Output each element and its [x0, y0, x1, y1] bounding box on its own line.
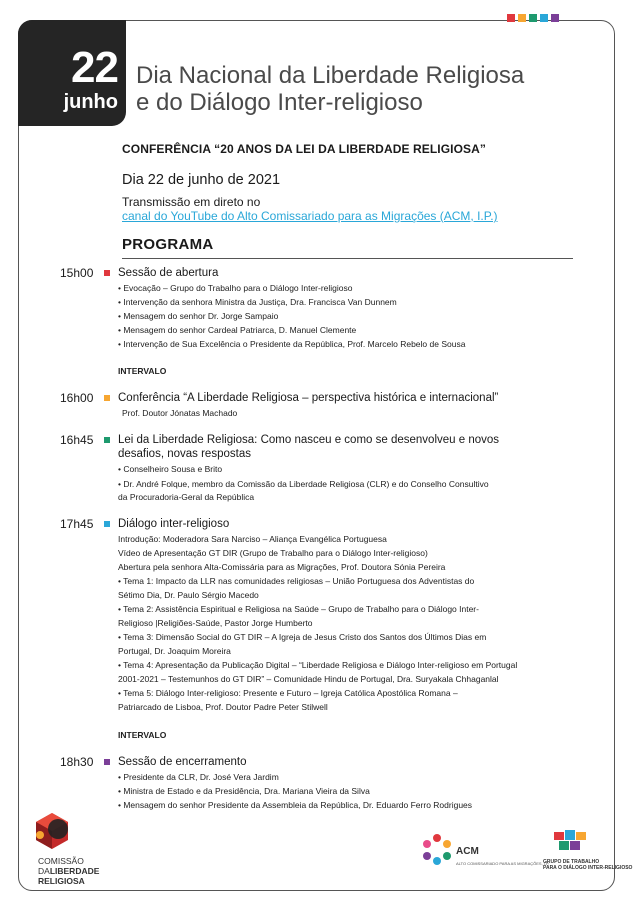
session-time: 15h00 — [60, 266, 94, 280]
color-square-purple — [551, 14, 559, 22]
session-line: • Tema 4: Apresentação da Publicação Digital – “Liberdade Religiosa e Diálogo Inter-religioso em Portugal — [118, 660, 518, 670]
session-line: Prof. Doutor Jónatas Machado — [122, 408, 238, 418]
session-line: • Tema 5: Diálogo Inter-religioso: Presente e Futuro – Igreja Católica Apostólica Romana – — [118, 688, 458, 698]
session-time: 16h45 — [60, 433, 94, 447]
programa-heading: PROGRAMA — [122, 236, 214, 253]
acm-logo-name: ACM — [456, 846, 479, 857]
session-line: • Tema 3: Dimensão Social do GT DIR – A Igreja de Jesus Cristo dos Santos dos Últimos Dias em — [118, 632, 487, 642]
session-color-marker — [104, 521, 110, 527]
session-color-marker — [104, 759, 110, 765]
session-line: • Intervenção da senhora Ministra da Justiça, Dra. Francisca Van Dunnem — [118, 297, 397, 307]
clr-line-3: RELIGIOSA — [38, 876, 85, 886]
page-title — [136, 62, 524, 116]
event-date: Dia 22 de junho de 2021 — [122, 172, 281, 188]
color-square-blue — [540, 14, 548, 22]
interval-label: INTERVALO — [118, 730, 167, 740]
session-title-line-1: Lei da Liberdade Religiosa: Como nasceu e como se desenvolveu e novos — [118, 434, 500, 446]
session-line: Abertura pela senhora Alta-Comissária para as Migrações, Prof. Doutora Sónia Pereira — [118, 562, 446, 572]
gt-line-2: PARA O DIÁLOGO INTER-RELIGIOSO — [543, 865, 633, 871]
session-color-marker — [104, 437, 110, 443]
session-line: 2001-2021 – Testemunhos do GT DIR” – Comunidade Hindu de Portugal, Dra. Suryakala Chhaganlal — [118, 674, 499, 684]
gt-dir-logo-icon — [550, 828, 590, 856]
youtube-channel-link[interactable]: canal do YouTube do Alto Comissariado para as Migrações (ACM, I.P.) — [122, 209, 498, 223]
session-title: Sessão de encerramento — [118, 756, 247, 768]
session-time: 16h00 — [60, 391, 94, 405]
session-line: • Presidente da CLR, Dr. José Vera Jardim — [118, 772, 279, 782]
title-line-1: Dia Nacional da Liberdade Religiosa — [136, 62, 525, 89]
color-square-red — [507, 14, 515, 22]
session-line: • Dr. André Folque, membro da Comissão da Liberdade Religiosa (CLR) e do Conselho Consultivo — [118, 479, 489, 489]
session-line: Sétimo Dia, Dr. Paulo Sérgio Macedo — [118, 590, 259, 600]
clr-line-2: LIBERDADE — [49, 866, 100, 876]
session-time: 17h45 — [60, 517, 94, 531]
clr-line-2-prefix: DA — [38, 866, 50, 876]
color-square-green — [529, 14, 537, 22]
session-line: Vídeo de Apresentação GT DIR (Grupo de Trabalho para o Diálogo Inter-religioso) — [118, 548, 428, 558]
session-line: • Intervenção de Sua Excelência o Presidente da República, Prof. Marcelo Rebelo de Sousa — [118, 339, 466, 349]
gt-line-1: GRUPO DE TRABALHO — [543, 859, 600, 865]
session-line: Portugal, Dr. Joaquim Moreira — [118, 646, 231, 656]
clr-line-1: COMISSÃO — [38, 856, 84, 866]
date-badge — [18, 20, 126, 126]
interval-label: INTERVALO — [118, 366, 167, 376]
session-title: Conferência “A Liberdade Religiosa – perspectiva histórica e internacional” — [118, 392, 499, 404]
date-month: junho — [63, 91, 118, 113]
gt-dir-logo-text — [543, 859, 632, 871]
session-line: Patriarcado de Lisboa, Prof. Doutor Padre Peter Stilwell — [118, 702, 328, 712]
session-line: • Mensagem do senhor Cardeal Patriarca, D. Manuel Clemente — [118, 325, 357, 335]
date-day: 22 — [71, 43, 118, 92]
session-line: • Tema 1: Impacto da LLR nas comunidades religiosas – União Portuguesa dos Adventistas do — [118, 576, 475, 586]
conference-title: CONFERÊNCIA “20 ANOS DA LEI DA LIBERDADE RELIGIOSA” — [122, 142, 487, 156]
session-line: da Procuradoria-Geral da República — [118, 492, 255, 502]
acm-logo-icon — [420, 832, 454, 866]
session-title-line-2: desafios, novas respostas — [118, 448, 251, 460]
session-time: 18h30 — [60, 755, 94, 769]
session-line: • Evocação – Grupo do Trabalho para o Diálogo Inter-religioso — [118, 283, 353, 293]
session-color-marker — [104, 395, 110, 401]
session-title: Diálogo inter-religioso — [118, 518, 230, 530]
clr-logo-text — [38, 856, 99, 886]
acm-logo-subtitle: ALTO COMISSARIADO PARA AS MIGRAÇÕES, I.P. — [456, 861, 550, 866]
session-title: Sessão de abertura — [118, 267, 219, 279]
color-squares — [507, 14, 559, 22]
session-line: • Ministra de Estado e da Presidência, Dra. Mariana Vieira da Silva — [118, 786, 370, 796]
session-line: • Mensagem do senhor Presidente da Assembleia da República, Dr. Eduardo Ferro Rodrigues — [118, 800, 473, 810]
session-line: Religioso |Religiões-Saúde, Pastor Jorge Humberto — [118, 618, 313, 628]
session-line: • Mensagem do senhor Dr. Jorge Sampaio — [118, 311, 279, 321]
programa-divider — [122, 258, 573, 259]
session-line: Introdução: Moderadora Sara Narciso – Aliança Evangélica Portuguesa — [118, 534, 387, 544]
color-square-orange — [518, 14, 526, 22]
title-line-2: e do Diálogo Inter-religioso — [136, 89, 423, 116]
session-line: • Conselheiro Sousa e Brito — [118, 464, 223, 474]
session-line: • Tema 2: Assistência Espiritual e Religiosa na Saúde – Grupo de Trabalho para o Diálogo Inter- — [118, 604, 479, 614]
transmission-text: Transmissão em direto no — [122, 195, 261, 209]
session-color-marker — [104, 270, 110, 276]
